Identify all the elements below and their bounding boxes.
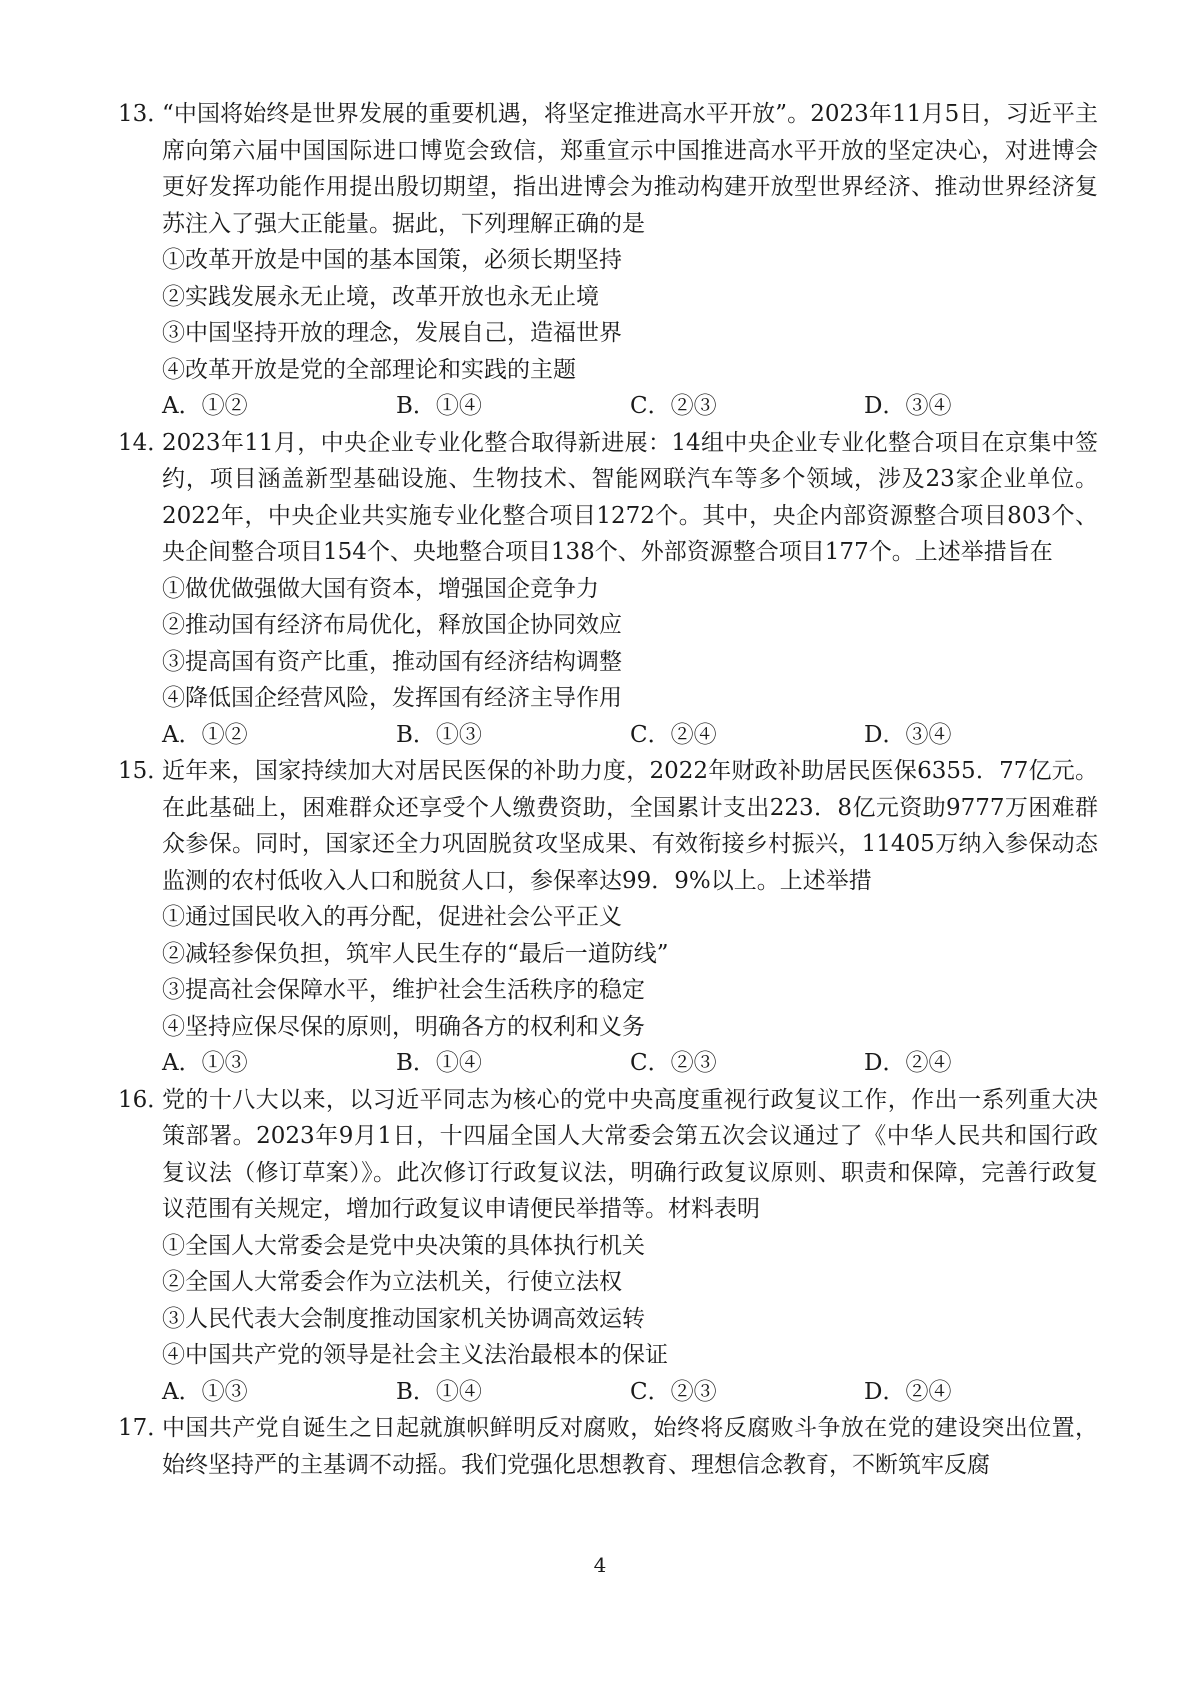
question-stem: [118, 753, 1098, 899]
answer-choice-b[interactable]: B．①④: [396, 1050, 482, 1076]
statement: ②实践发展永无止境，改革开放也永无止境: [162, 283, 599, 310]
statement: ②推动国有经济布局优化，释放国企协同效应: [162, 612, 622, 638]
statement: ④降低国企经营风险，发挥国有经济主导作用: [162, 685, 622, 711]
statement: ④改革开放是党的全部理论和实践的主题: [162, 356, 576, 383]
question-stem: [118, 425, 1098, 571]
statement: ③中国坚持开放的理念，发展自己，造福世界: [162, 320, 622, 346]
question-16: [118, 1082, 1098, 1411]
question-14: [118, 425, 1098, 754]
answer-choice-a[interactable]: A．①②: [162, 721, 248, 748]
question-text: 近年来，国家持续加大对居民医保的补助力度，2022年财政补助居民医保6355．77亿元。在此基础上，困难群众还享受个人缴费资助，全国累计支出223．8亿元资助9777万困难群众参保。同时，国家还全力巩固脱贫攻坚成果、有效衔接乡村振兴，11405万纳入参保动态监测的农村低收入人口和脱贫人口，参保率达99．9%以上。上述举措: [162, 758, 1098, 894]
answer-choice-b[interactable]: B．①③: [396, 721, 482, 748]
question-13: [118, 96, 1098, 425]
question-number: 17．: [118, 1415, 171, 1441]
answer-choice-a[interactable]: A．①③: [162, 1050, 248, 1076]
question-number: 13．: [118, 101, 171, 127]
answer-choices: [118, 717, 1098, 754]
question-15: [118, 753, 1098, 1082]
statement-list: [118, 899, 1098, 1045]
answer-choice-a[interactable]: A．①③: [162, 1378, 248, 1405]
answer-choice-c[interactable]: C．②③: [630, 393, 717, 419]
statement: ①全国人大常委会是党中央决策的具体执行机关: [162, 1232, 645, 1259]
answer-choices: [118, 388, 1098, 425]
question-stem: [118, 1410, 1098, 1483]
question-number: 16．: [118, 1086, 171, 1113]
question-text: 中国共产党自诞生之日起就旗帜鲜明反对腐败，始终将反腐败斗争放在党的建设突出位置，始终坚持严的主基调不动摇。我们党强化思想教育、理想信念教育，不断筑牢反腐: [162, 1415, 1098, 1478]
answer-choices: [118, 1374, 1098, 1411]
page-number: 4: [593, 1553, 607, 1577]
statement: ③提高社会保障水平，维护社会生活秩序的稳定: [162, 977, 645, 1003]
answer-choice-d[interactable]: D．②④: [864, 1378, 952, 1405]
answer-choice-a[interactable]: A．①②: [162, 393, 248, 419]
statement: ①通过国民收入的再分配，促进社会公平正义: [162, 904, 622, 930]
answer-choice-d[interactable]: D．③④: [864, 393, 952, 419]
question-list: [118, 96, 1098, 1483]
question-17: [118, 1410, 1098, 1483]
statement: ②减轻参保负担，筑牢人民生存的“最后一道防线”: [162, 940, 669, 967]
answer-choice-d[interactable]: D．③④: [864, 721, 952, 748]
statement: ③人民代表大会制度推动国家机关协调高效运转: [162, 1305, 645, 1332]
question-text: “中国将始终是世界发展的重要机遇，将坚定推进高水平开放”。2023年11月5日，习近平主席向第六届中国国际进口博览会致信，郑重宣示中国推进高水平开放的坚定决心，对进博会更好发挥功能作用提出殷切期望，指出进博会为推动构建开放型世界经济、推动世界经济复苏注入了强大正能量。据此，下列理解正确的是: [162, 101, 1098, 237]
question-text: 2023年11月，中央企业专业化整合取得新进展：14组中央企业专业化整合项目在京集中签约，项目涵盖新型基础设施、生物技术、智能网联汽车等多个领域，涉及23家企业单位。2022年，中央企业共实施专业化整合项目1272个。其中，央企内部资源整合项目803个、央企间整合项目154个、央地整合项目138个、外部资源整合项目177个。上述举措旨在: [162, 429, 1098, 565]
answer-choice-c[interactable]: C．②③: [630, 1050, 717, 1076]
statement: ③提高国有资产比重，推动国有经济结构调整: [162, 648, 622, 675]
answer-choice-b[interactable]: B．①④: [396, 1378, 482, 1405]
statement: ①改革开放是中国的基本国策，必须长期坚持: [162, 247, 622, 273]
answer-choice-d[interactable]: D．②④: [864, 1050, 952, 1076]
answer-choice-b[interactable]: B．①④: [396, 393, 482, 419]
answer-choices: [118, 1045, 1098, 1082]
statement: ④中国共产党的领导是社会主义法治最根本的保证: [162, 1342, 668, 1368]
answer-choice-c[interactable]: C．②③: [630, 1378, 717, 1405]
statement: ④坚持应保尽保的原则，明确各方的权利和义务: [162, 1013, 645, 1040]
question-number: 14．: [118, 429, 171, 456]
question-stem: [118, 96, 1098, 242]
statement-list: [118, 571, 1098, 717]
answer-choice-c[interactable]: C．②④: [630, 721, 717, 748]
question-stem: [118, 1082, 1098, 1228]
statement-list: [118, 242, 1098, 388]
statement: ②全国人大常委会作为立法机关，行使立法权: [162, 1269, 622, 1295]
statement-list: [118, 1228, 1098, 1374]
question-text: 党的十八大以来，以习近平同志为核心的党中央高度重视行政复议工作，作出一系列重大决策部署。2023年9月1日，十四届全国人大常委会第五次会议通过了《中华人民共和国行政复议法（修订草案）》。此次修订行政复议法，明确行政复议原则、职责和保障，完善行政复议范围有关规定，增加行政复议申请便民举措等。材料表明: [162, 1086, 1098, 1222]
statement: ①做优做强做大国有资本，增强国企竞争力: [162, 575, 599, 602]
question-number: 15．: [118, 758, 171, 784]
